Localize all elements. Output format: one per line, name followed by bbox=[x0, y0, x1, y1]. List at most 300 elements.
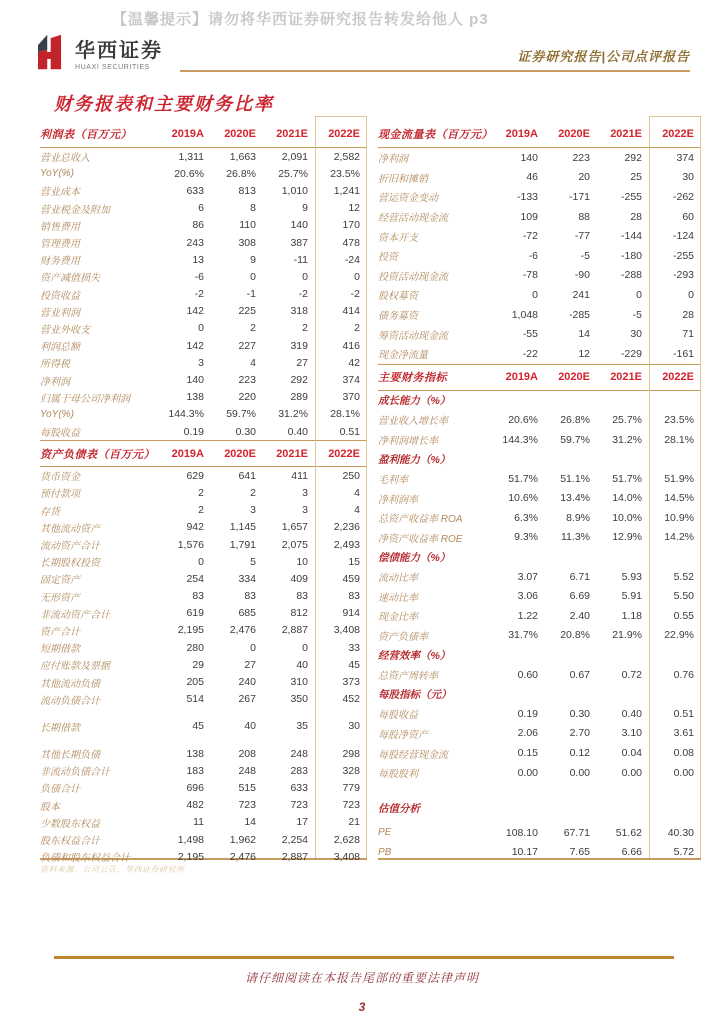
cell-value: 2,236 bbox=[333, 521, 360, 534]
cell-value: 138 bbox=[186, 391, 204, 404]
row-label: 股本 bbox=[40, 801, 60, 813]
cell-value: 0.15 bbox=[517, 747, 538, 760]
row-label: 股东权益合计 bbox=[40, 836, 100, 848]
subsection-header-row bbox=[378, 547, 701, 567]
cell-value: -133 bbox=[516, 190, 538, 203]
cell-value: 83 bbox=[348, 590, 360, 603]
cell-value: 2,195 bbox=[177, 850, 204, 863]
row-label: 每股股利 bbox=[378, 769, 418, 781]
row-label: 现金净流量 bbox=[378, 350, 428, 362]
cell-value: 248 bbox=[238, 764, 256, 777]
cell-value: 12 bbox=[578, 347, 590, 360]
table-row bbox=[40, 148, 367, 165]
cell-value: -90 bbox=[574, 269, 590, 282]
year-column-header: 2019A bbox=[505, 371, 538, 384]
row-label: 投资活动现金流 bbox=[378, 271, 448, 283]
page-number: 3 bbox=[358, 1000, 366, 1014]
cell-value: 2 bbox=[250, 486, 256, 499]
cell-value: 140 bbox=[290, 219, 308, 232]
table-row bbox=[378, 528, 701, 548]
cell-value: 21.9% bbox=[612, 629, 642, 642]
cell-value: 0.72 bbox=[621, 668, 642, 681]
cell-value: 3 bbox=[198, 356, 204, 369]
row-label: 净利润增长率 bbox=[378, 436, 438, 448]
table-row bbox=[40, 588, 367, 605]
cell-value: 0 bbox=[250, 270, 256, 283]
cell-value: 3,408 bbox=[333, 850, 360, 863]
cell-value: 2.06 bbox=[517, 727, 538, 740]
table-row bbox=[40, 639, 367, 656]
row-label: 经营活动现金流 bbox=[378, 213, 448, 225]
table-row bbox=[40, 831, 367, 848]
cashflow-and-metrics-table bbox=[378, 121, 701, 860]
table-title: 资产负债表（百万元） bbox=[40, 448, 155, 461]
cell-value: 1,241 bbox=[333, 184, 360, 197]
cell-value: 1,311 bbox=[178, 150, 204, 163]
cell-value: 2,254 bbox=[281, 833, 308, 846]
cell-value: 2,091 bbox=[281, 150, 308, 163]
cell-value: 6 bbox=[198, 202, 204, 215]
table-row bbox=[40, 797, 367, 814]
cell-value: 5.52 bbox=[673, 570, 694, 583]
table-row bbox=[378, 469, 701, 489]
cell-value: 0.30 bbox=[235, 425, 256, 438]
year-column-header: 2020E bbox=[558, 128, 590, 140]
table-row bbox=[40, 536, 367, 553]
cell-value: -6 bbox=[528, 249, 538, 262]
cell-value: 2,628 bbox=[333, 833, 360, 846]
table-title: 利润表（百万元） bbox=[40, 129, 132, 141]
cell-value: 308 bbox=[238, 236, 256, 249]
cell-value: 12.9% bbox=[612, 531, 642, 544]
cell-value: -22 bbox=[522, 347, 538, 360]
row-label: 营业外收支 bbox=[40, 324, 90, 336]
cell-value: 0.40 bbox=[621, 707, 642, 720]
cell-value: 6.71 bbox=[569, 570, 590, 583]
subsection-header-row bbox=[378, 449, 701, 469]
cell-value: 1,576 bbox=[177, 538, 204, 551]
row-label: 每股净资产 bbox=[378, 729, 428, 741]
cell-value: -5 bbox=[580, 249, 590, 262]
table-row bbox=[378, 704, 701, 724]
cell-value: 0.00 bbox=[621, 766, 642, 779]
cell-value: 10.6% bbox=[508, 492, 538, 505]
table-row bbox=[40, 553, 367, 570]
cell-value: -285 bbox=[568, 308, 590, 321]
table-row bbox=[40, 779, 367, 796]
table-row bbox=[40, 354, 367, 371]
cell-value: 1.22 bbox=[517, 609, 538, 622]
row-label: 利润总额 bbox=[40, 342, 80, 354]
cell-value: 0 bbox=[302, 641, 308, 654]
cell-value: 10.0% bbox=[612, 511, 642, 524]
cell-value: 328 bbox=[342, 764, 360, 777]
cell-value: 86 bbox=[192, 219, 204, 232]
financial-tables bbox=[40, 121, 701, 875]
table-row bbox=[378, 344, 701, 364]
cell-value: 12 bbox=[348, 202, 360, 215]
cell-value: 0.00 bbox=[673, 766, 694, 779]
cell-value: 1,048 bbox=[511, 308, 538, 321]
cell-value: 5.50 bbox=[673, 590, 694, 603]
cell-value: 183 bbox=[186, 764, 204, 777]
cell-value: 5.93 bbox=[621, 570, 642, 583]
cell-value: 723 bbox=[342, 799, 360, 812]
row-label: 总资产周转率 bbox=[378, 671, 438, 683]
year-column-header: 2021E bbox=[610, 128, 642, 140]
cell-value: 0.67 bbox=[569, 668, 590, 681]
table-section-header bbox=[40, 440, 367, 467]
cell-value: 2 bbox=[302, 322, 308, 335]
cell-value: 20.6% bbox=[508, 413, 538, 426]
cell-value: 51.7% bbox=[508, 472, 538, 485]
cell-value: 696 bbox=[186, 781, 204, 794]
row-label: 非流动资产合计 bbox=[40, 609, 110, 621]
cell-value: 22.9% bbox=[664, 629, 694, 642]
cell-value: 310 bbox=[290, 676, 308, 689]
table-row bbox=[40, 182, 367, 199]
logo-text bbox=[75, 34, 163, 71]
year-column-header: 2019A bbox=[171, 128, 204, 140]
table-row bbox=[40, 320, 367, 337]
cell-value: 4 bbox=[354, 504, 360, 517]
cell-value: 619 bbox=[186, 607, 204, 620]
cell-value: -171 bbox=[568, 190, 590, 203]
cell-value: 20 bbox=[578, 171, 590, 184]
cell-value: 17 bbox=[296, 816, 308, 829]
row-label: 资产合计 bbox=[40, 626, 80, 638]
cell-value: 9 bbox=[302, 202, 308, 215]
cell-value: 27 bbox=[296, 356, 308, 369]
forward-warning-watermark: 【温馨提示】请勿将华西证券研究报告转发给他人 p3 bbox=[112, 11, 489, 28]
subsection-header-row bbox=[378, 645, 701, 665]
row-label: 流动比率 bbox=[378, 573, 418, 585]
cell-value: 0.19 bbox=[517, 707, 538, 720]
cell-value: 2,582 bbox=[333, 150, 360, 163]
cell-value: 227 bbox=[238, 339, 256, 352]
table-section-header bbox=[40, 121, 367, 148]
cell-value: 110 bbox=[239, 219, 256, 232]
cell-value: 31.7% bbox=[508, 629, 538, 642]
row-label: 无形资产 bbox=[40, 592, 80, 604]
cell-value: 0 bbox=[250, 641, 256, 654]
row-label: 每股收益 bbox=[378, 710, 418, 722]
cell-value: 67.71 bbox=[563, 826, 590, 839]
cell-value: 15 bbox=[348, 555, 360, 568]
cell-value: 2,887 bbox=[281, 850, 308, 863]
cell-value: 2 bbox=[198, 486, 204, 499]
legal-disclaimer: 请仔细阅读在本报告尾部的重要法律声明 bbox=[244, 971, 479, 985]
row-label: 净利润率 bbox=[378, 494, 418, 506]
cell-value: 0.04 bbox=[621, 747, 642, 760]
cell-value: 292 bbox=[290, 374, 308, 387]
cell-value: -5 bbox=[632, 308, 642, 321]
cell-value: 0.51 bbox=[673, 707, 694, 720]
row-label: 归属于母公司净利润 bbox=[40, 393, 130, 405]
cell-value: 83 bbox=[244, 590, 256, 603]
cell-value: 350 bbox=[290, 693, 308, 706]
table-row bbox=[378, 168, 701, 188]
cell-value: -293 bbox=[672, 269, 694, 282]
cell-value: 28.1% bbox=[664, 433, 694, 446]
cell-value: 0.00 bbox=[517, 766, 538, 779]
cell-value: 1,663 bbox=[229, 150, 256, 163]
cell-value: 10.17 bbox=[511, 846, 538, 859]
row-label: 估值分析 bbox=[378, 802, 420, 815]
table-row bbox=[378, 489, 701, 509]
cell-value: 414 bbox=[342, 305, 360, 318]
cell-value: 45 bbox=[192, 720, 204, 733]
table-section-header bbox=[378, 364, 701, 391]
row-label: 负债合计 bbox=[40, 784, 80, 796]
cell-value: 416 bbox=[342, 339, 360, 352]
cell-value: 8 bbox=[250, 202, 256, 215]
cell-value: 14.5% bbox=[664, 492, 694, 505]
cell-value: 629 bbox=[186, 469, 204, 482]
cell-value: 6.69 bbox=[569, 590, 590, 603]
table-row bbox=[378, 724, 701, 744]
row-label: 流动资产合计 bbox=[40, 541, 100, 553]
table-row bbox=[40, 762, 367, 779]
cell-value: 5.91 bbox=[621, 590, 642, 603]
table-row bbox=[378, 586, 701, 606]
cell-value: 4 bbox=[250, 356, 256, 369]
table-row bbox=[378, 743, 701, 763]
cell-value: 411 bbox=[291, 469, 308, 482]
cell-value: 240 bbox=[238, 676, 256, 689]
cell-value: 2,476 bbox=[229, 624, 256, 637]
cell-value: 241 bbox=[572, 288, 590, 301]
cell-value: 813 bbox=[238, 184, 256, 197]
cell-value: 2.70 bbox=[569, 727, 590, 740]
cell-value: -2 bbox=[298, 288, 308, 301]
cell-value: 11 bbox=[193, 816, 204, 829]
year-column-header: 2022E bbox=[662, 128, 694, 140]
cell-value: 459 bbox=[342, 572, 360, 585]
cell-value: 0 bbox=[688, 288, 694, 301]
table-row bbox=[378, 305, 701, 325]
row-label: 每股经营现金流 bbox=[378, 749, 448, 761]
cell-value: 138 bbox=[186, 747, 204, 760]
table-row bbox=[40, 673, 367, 690]
cell-value: 170 bbox=[342, 219, 360, 232]
cell-value: 23.5% bbox=[664, 413, 694, 426]
year-column-header: 2019A bbox=[171, 447, 204, 460]
row-label: 长期借款 bbox=[40, 722, 80, 734]
cell-value: 374 bbox=[342, 374, 360, 387]
table-row bbox=[378, 430, 701, 450]
cell-value: 3 bbox=[302, 504, 308, 517]
cell-value: 452 bbox=[342, 693, 360, 706]
cell-value: 0.40 bbox=[287, 425, 308, 438]
cell-value: 144.3% bbox=[502, 433, 538, 446]
table-row bbox=[40, 814, 367, 831]
table-title: 主要财务指标 bbox=[378, 372, 447, 385]
cell-value: 779 bbox=[342, 781, 360, 794]
subsection-header-row bbox=[378, 684, 701, 704]
cell-value: 1,145 bbox=[229, 521, 256, 534]
cell-value: 3 bbox=[302, 486, 308, 499]
cell-value: 83 bbox=[192, 590, 204, 603]
cell-value: 108.10 bbox=[505, 826, 538, 839]
cell-value: 0.76 bbox=[673, 668, 694, 681]
table-row bbox=[40, 745, 367, 762]
cell-value: -288 bbox=[620, 269, 642, 282]
row-label: 应付账款及票据 bbox=[40, 661, 110, 673]
huaxi-logo bbox=[38, 31, 163, 73]
row-label: 流动负债合计 bbox=[40, 695, 100, 707]
cell-value: 208 bbox=[238, 747, 256, 760]
cell-value: 514 bbox=[186, 693, 204, 706]
cell-value: 478 bbox=[342, 236, 360, 249]
table-row bbox=[378, 823, 701, 843]
cell-value: 0.12 bbox=[569, 747, 590, 760]
cell-value: 28.1% bbox=[330, 408, 360, 421]
cell-value: 1.18 bbox=[621, 609, 642, 622]
cell-value: 0.60 bbox=[517, 668, 538, 681]
cell-value: 25.7% bbox=[278, 167, 308, 180]
cell-value: 51.9% bbox=[664, 472, 694, 485]
table-row bbox=[378, 285, 701, 305]
year-column-header: 2021E bbox=[610, 371, 642, 384]
cell-value: 9.3% bbox=[514, 531, 538, 544]
table-row bbox=[40, 165, 367, 182]
cell-value: 2,887 bbox=[281, 624, 308, 637]
cell-value: 51.62 bbox=[615, 826, 642, 839]
cell-value: 1,657 bbox=[281, 521, 308, 534]
cell-value: 33 bbox=[348, 641, 360, 654]
table-row bbox=[40, 251, 367, 268]
row-label: PE bbox=[378, 827, 392, 839]
table-row bbox=[378, 246, 701, 266]
cell-value: 0.55 bbox=[673, 609, 694, 622]
table-row bbox=[40, 286, 367, 303]
cell-value: 14.2% bbox=[664, 531, 694, 544]
cell-value: 0.51 bbox=[339, 425, 360, 438]
row-label: YoY(%) bbox=[40, 168, 74, 180]
table-row bbox=[40, 605, 367, 622]
cell-value: 2,493 bbox=[333, 538, 360, 551]
table-row bbox=[378, 626, 701, 646]
cell-value: 83 bbox=[296, 590, 308, 603]
row-label: 管理费用 bbox=[40, 239, 80, 251]
cell-value: 254 bbox=[186, 572, 204, 585]
cell-value: 26.8% bbox=[226, 167, 256, 180]
cell-value: 31.2% bbox=[278, 408, 308, 421]
row-label: 盈利能力（%） bbox=[378, 453, 451, 466]
cell-value: 1,498 bbox=[177, 833, 204, 846]
cell-value: 205 bbox=[186, 676, 204, 689]
table-row bbox=[40, 467, 367, 484]
cell-value: 28 bbox=[682, 308, 694, 321]
table-row bbox=[40, 371, 367, 388]
row-label: 长期股权投资 bbox=[40, 558, 100, 570]
cell-value: 23.5% bbox=[330, 167, 360, 180]
cell-value: 140 bbox=[520, 151, 538, 164]
cell-value: -6 bbox=[194, 270, 204, 283]
cell-value: 10.9% bbox=[664, 511, 694, 524]
cell-value: -255 bbox=[620, 190, 642, 203]
cell-value: 10 bbox=[296, 555, 308, 568]
row-label: 折旧和摊销 bbox=[378, 173, 428, 185]
row-label: 股权募资 bbox=[378, 291, 418, 303]
cell-value: 30 bbox=[630, 328, 642, 341]
cell-value: 21 bbox=[348, 816, 360, 829]
cell-value: 0 bbox=[354, 270, 360, 283]
row-label: 营业总收入 bbox=[40, 153, 90, 165]
table-row bbox=[40, 718, 367, 735]
row-spacer bbox=[40, 735, 367, 745]
row-label: 营业成本 bbox=[40, 187, 80, 199]
row-label: 资产减值损失 bbox=[40, 273, 100, 285]
year-column-header: 2022E bbox=[662, 371, 694, 384]
cell-value: 914 bbox=[342, 607, 360, 620]
table-row bbox=[40, 406, 367, 423]
cell-value: 334 bbox=[238, 572, 256, 585]
row-label: 债务募资 bbox=[378, 311, 418, 323]
cell-value: 1,962 bbox=[229, 833, 256, 846]
cell-value: 319 bbox=[290, 339, 308, 352]
table-row bbox=[40, 691, 367, 708]
cell-value: 685 bbox=[238, 607, 256, 620]
row-label: 现金比率 bbox=[378, 612, 418, 624]
cell-value: 482 bbox=[186, 799, 204, 812]
cell-value: 25 bbox=[630, 171, 642, 184]
right-column bbox=[378, 121, 701, 875]
cell-value: 9 bbox=[250, 253, 256, 266]
cell-value: 5.72 bbox=[673, 846, 694, 859]
cell-value: -1 bbox=[246, 288, 256, 301]
table-row bbox=[378, 226, 701, 246]
table-row bbox=[40, 622, 367, 639]
cell-value: 370 bbox=[342, 391, 360, 404]
cell-value: 20.8% bbox=[560, 629, 590, 642]
row-label: 偿债能力（%） bbox=[378, 551, 451, 564]
cell-value: -11 bbox=[293, 253, 308, 266]
cell-value: 45 bbox=[348, 658, 360, 671]
cell-value: 0 bbox=[532, 288, 538, 301]
table-row bbox=[378, 148, 701, 168]
cell-value: -72 bbox=[522, 230, 538, 243]
cell-value: 298 bbox=[342, 747, 360, 760]
cell-value: 2,195 bbox=[177, 624, 204, 637]
table-row bbox=[40, 234, 367, 251]
row-label: 毛利率 bbox=[378, 475, 408, 487]
cell-value: 3.07 bbox=[517, 570, 538, 583]
row-label: 每股收益 bbox=[40, 428, 80, 440]
cell-value: 812 bbox=[290, 607, 308, 620]
cell-value: 14 bbox=[578, 328, 590, 341]
cell-value: 0.30 bbox=[569, 707, 590, 720]
cell-value: 3 bbox=[250, 504, 256, 517]
cell-value: 942 bbox=[186, 521, 204, 534]
cell-value: 11.3% bbox=[561, 531, 590, 544]
cell-value: -161 bbox=[672, 347, 694, 360]
cell-value: 5 bbox=[250, 555, 256, 568]
row-label: 预付款项 bbox=[40, 489, 80, 501]
cell-value: 0.08 bbox=[673, 747, 694, 760]
row-label: 净资产收益率 ROE bbox=[378, 533, 463, 545]
table-row bbox=[378, 567, 701, 587]
cell-value: 14.0% bbox=[612, 492, 642, 505]
cell-value: 373 bbox=[342, 676, 360, 689]
cell-value: 6.66 bbox=[621, 846, 642, 859]
cell-value: -2 bbox=[350, 288, 360, 301]
table-row bbox=[40, 502, 367, 519]
row-label: 净利润 bbox=[40, 376, 70, 388]
cell-value: 13 bbox=[192, 253, 204, 266]
row-label: PB bbox=[378, 846, 392, 858]
